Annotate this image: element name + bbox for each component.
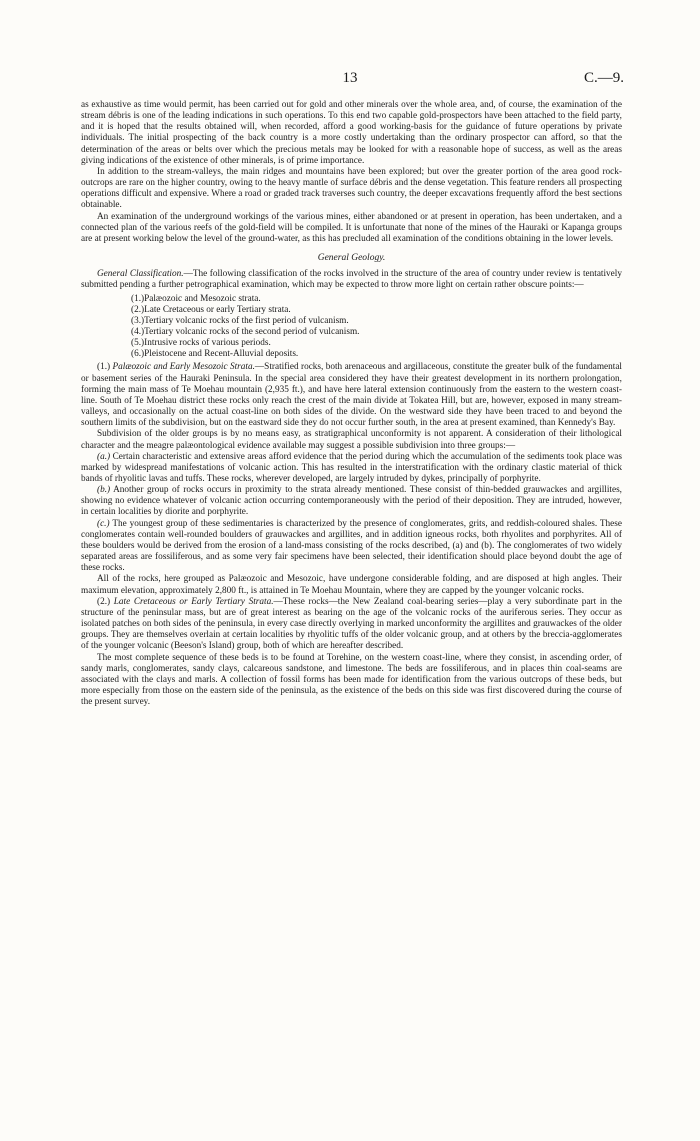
list-item [131,349,622,360]
strata2-lead: Late Cretaceous or Early Tertiary Strata. [113,596,274,607]
strata2-number: (2.) [97,596,111,607]
section-heading: General Geology. [317,253,386,264]
group-a-label: (a.) [97,451,111,462]
paragraph-underground-workings: An examination of the underground workings of the various mines, either abandoned or at present in operation, has been undertaken, and a connected plan of the various reefs of the gold-field will be compiled. It is unfortunate that none of the mines of the Hauraki or Kapanga groups are at present working below the level of the ground-water, as this has precluded all examination of the conditions obtaining in the lower levels. [81,211,622,244]
paragraph-torehine: The most complete sequence of these beds is to be found at Torehine, on the western coast-line, where they consist, in ascending order, of sandy marls, conglomerates, sandy clays, calcareous sandstone, and limestone. The beds are fossiliferous, and in places thin coal-seams are associated with the clays and marls. A collection of fossil forms has been made for identification from the various outcrops of these beds, but more especially from those on the eastern side of the peninsula, as the existence of the beds on this side was first discovered during the course of the present survey. [81,652,622,708]
strata1-number: (1.) [97,362,111,373]
list-item [131,305,622,316]
list-item-text: Palæozoic and Mesozoic strata. [144,293,261,304]
classification-text: —The following classification of the rocks involved in the structure of the area of country under review is tentatively submitted pending a further petrographical examination, which may be expected to throw more light on certain rather obscure points:— [81,269,622,291]
page-number: 13 [342,70,358,86]
paragraph-exploration: In addition to the stream-valleys, the main ridges and mountains have been explored; but over the greater portion of the area good rock-outcrops are rare on the higher country, owing to the heavy mantle of surface débris and the dense vegetation. This feature renders all prospecting operations difficult and expensive. Where a road or graded track traverses such country, the deeper excavations frequently afford the best sections obtainable. [81,166,622,211]
list-item-text: Late Cretaceous or early Tertiary strata. [144,304,291,315]
strata1-text: —Stratified rocks, both arenaceous and argillaceous, constitute the greater bulk of the fundamental or basement series of the Hauraki Peninsula. In the special area considered they have their greatest development in its northern prolongation, forming the main mass of Te Moehau mountain (2,935 ft.), and have here lateral extension continuously from the eastern to the western coast-line. South of Te Moehau district these rocks only reach the crest of the main divide at Tokatea Hill, but are, however, exposed in many stream-valleys, and occasionally on the actual coast-line on both sides of the divide. On the westward side they have been traced to and beyond the southern limits of the subdivision, but on the eastward side they do not occur further south, in the area at present examined, than Kennedy's Bay. [81,362,622,429]
list-item-number: (2.) [131,304,145,315]
document-reference: C.—9. [583,70,624,86]
list-item [131,327,622,338]
group-c-text: The youngest group of these sedimentaries is characterized by the presence of conglomerates, grits, and reddish-coloured shales. These conglomerates contain well-rounded boulders of grauwackes and argillites, and in addition igneous rocks, both rhyolites and porphyrites. All of these boulders would be derived from the erosion of a land-mass consisting of the rocks described, (a) and (b). The conglomerates of two widely separated areas are fossiliferous, and as some very fair specimens have been selected, their identification should place beyond doubt the age of these rocks. [81,518,622,574]
list-item-text: Tertiary volcanic rocks of the second period of vulcanism. [144,326,360,337]
list-item [131,338,622,349]
list-item-number: (3.) [131,315,145,326]
list-item-number: (1.) [131,293,145,304]
paragraph-group-b [81,485,622,518]
list-item [131,294,622,305]
list-item-number: (4.) [131,326,145,337]
list-item-text: Tertiary volcanic rocks of the first period of vulcanism. [144,315,349,326]
strata2-text: —These rocks—the New Zealand coal-bearing series—play a very subordinate part in the structure of the peninsular mass, but are of great interest as bearing on the age of the volcanic rocks of the auriferous series. They occur as isolated patches on both sides of the peninsula, in every case directly overlying in marked unconformity the argillites and grauwackes of the older groups. They are themselves overlain at certain localities by rhyolitic tuffs of the older volcanic group, and at others by the breccia-agglomerates of the younger volcanic (Beeson's Island) group, both of which are hereafter described. [81,596,623,652]
list-item-text: Pleistocene and Recent-Alluvial deposits. [144,349,299,360]
paragraph-group-c [81,519,622,575]
paragraph-classification [81,269,622,291]
paragraph-cretaceous-strata [81,597,622,653]
strata1-lead: Palæozoic and Early Mesozoic Strata. [112,362,255,373]
list-item-text: Intrusive rocks of various periods. [144,338,271,349]
paragraph-folding: All of the rocks, here grouped as Palæozoic and Mesozoic, have undergone considerable folding, and are disposed at high angles. Their maximum elevation, approximately 2,800 ft., is attained in Te Moehau Mountain, where they are capped by the younger volcanic rocks. [81,574,622,596]
group-b-text: Another group of rocks occurs in proximity to the strata already mentioned. These consist of thin-bedded grauwackes and argillites, showing no evidence whatever of volcanic action occurring contemporaneously with the period of their deposition. They are intruded, however, in certain localities by diorite and porphyrite. [81,485,622,518]
paragraph-group-a [81,452,622,485]
paragraph-subdivision: Subdivision of the older groups is by no means easy, as stratigraphical unconformity is not apparent. A consideration of their lithological character and the meagre palæontological evidence available may suggest a possible subdivision into three groups:— [81,429,622,451]
paragraph-continuation: as exhaustive as time would permit, has been carried out for gold and other minerals over the whole area, and, of course, the examination of the stream débris is one of the leading indications in such operations. To this end two capable gold-prospectors have been attached to the field party, and it is hoped that the results obtained will, when recorded, afford a good working-basis for the guidance of future operations by private individuals. The initial prospecting of the back country is a more costly undertaking than the ordinary prospector can afford, so that the determination of the areas or belts over which the precious metals may be looked for with a reasonable hope of success, as well as the areas giving indications of the existence of other minerals, is of prime importance. [81,100,622,166]
group-b-label: (b.) [97,485,111,496]
list-item-number: (5.) [131,338,145,349]
classification-lead: General Classification. [97,269,184,280]
group-a-text: Certain characteristic and extensive areas afford evidence that the period during which the accumulation of the sediments took place was marked by widespread manifestations of volcanic action. This has resulted in the interstratification with the ordinary clastic material of thick bands of rhyolitic lavas and tuffs. These rocks, wherever developed, are largely intruded by dykes, principally of porphyrite. [81,451,623,484]
list-item [131,316,622,327]
group-c-label: (c.) [97,518,110,529]
body-text [81,100,622,708]
paragraph-palaeozoic-strata [81,362,622,429]
list-item-number: (6.) [131,349,145,360]
classification-list [131,294,622,361]
